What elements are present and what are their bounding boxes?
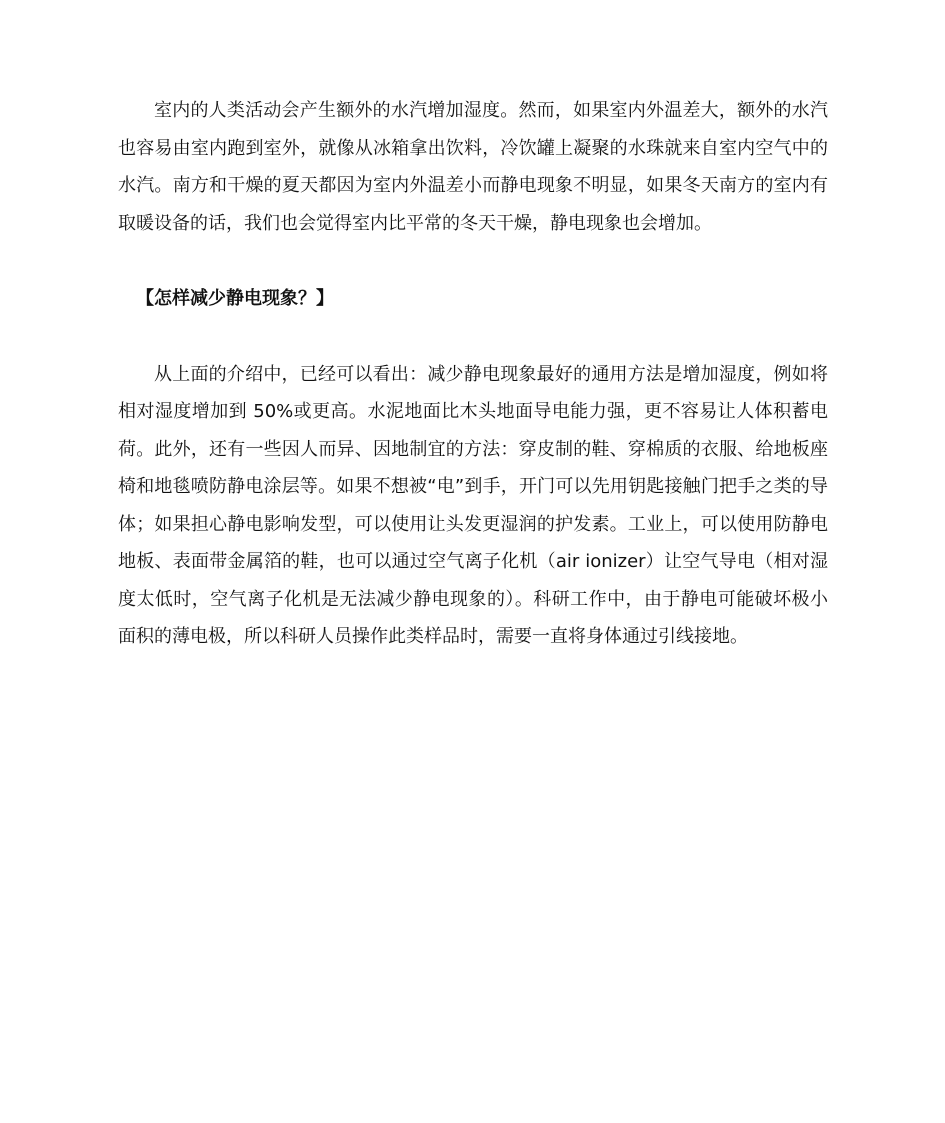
section-heading: 【怎样减少静电现象？】 [136,288,334,309]
paragraph-indoor-humidity: 室内的人类活动会产生额外的水汽增加湿度。然而，如果室内外温差大，额外的水汽也容易由室内跑到室外，就像从冰箱拿出饮料，冷饮罐上凝聚的水珠就来自室内空气中的水汽。南方和干燥的夏天都因为室内外温差小而静电现象不明显，如果冬天南方的室内有取暖设备的话，我们也会觉得室内比平常的冬天干燥，静电现象也会增加。 [118,100,828,234]
paragraph-spacer [118,318,828,356]
paragraph-reduce-static: 从上面的介绍中，已经可以看出：减少静电现象最好的通用方法是增加湿度，例如将相对湿度增加到 50%或更高。水泥地面比木头地面导电能力强，更不容易让人体积蓄电荷。此外，还有一些因人而异、因地制宜的方法：穿皮制的鞋、穿棉质的衣服、给地板座椅和地毯喷防静电涂层等。如果不想被“电”到手，开门可以先用钥匙接触门把手之类的导体；如果担心静电影响发型，可以使用让头发更湿润的护发素。工业上，可以使用防静电地板、表面带金属箔的鞋，也可以通过空气离子化机（air ionizer）让空气导电（相对湿度太低时，空气离子化机是无法减少静电现象的）。科研工作中，由于静电可能破坏极小面积的薄电极，所以科研人员操作此类样品时，需要一直将身体通过引线接地。 [118,363,828,647]
paragraph-spacer [118,242,828,280]
document-body [118,92,828,656]
